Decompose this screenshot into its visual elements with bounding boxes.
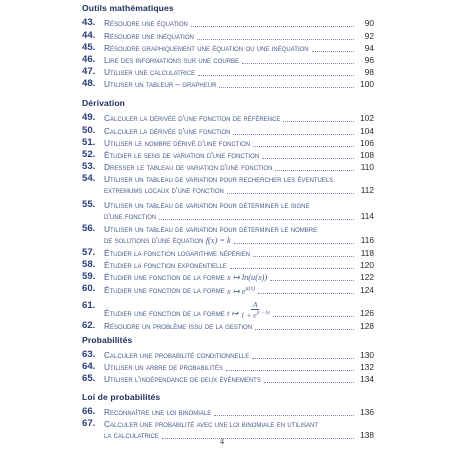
entry-math: x ↦ ln(u(x)) (227, 272, 268, 282)
page-number: 4 (220, 437, 224, 446)
fraction-numerator: A (252, 300, 258, 309)
leader-dots (226, 369, 354, 371)
entry-title: la calculatrice (104, 429, 159, 440)
entry-title: d'une fonction (104, 210, 157, 221)
entry-title: Utiliser un arbre de probabilités (104, 361, 223, 372)
entry-title: Étudier une fonction de la forme (104, 285, 225, 296)
entry-page: 134 (360, 373, 374, 384)
math-base: x ↦ e (227, 286, 246, 296)
section-title-loi: Loi de probabilités (82, 392, 161, 402)
entry-page: 112 (360, 184, 374, 195)
leader-dots (270, 279, 354, 281)
entry-title: Résoudre une équation (104, 17, 188, 28)
toc-entry-56[interactable] (82, 223, 374, 247)
entry-number: 64. (82, 361, 96, 372)
entry-number: 67. (82, 418, 96, 429)
entry-page: 124 (360, 285, 374, 296)
entry-page: 102 (360, 112, 374, 123)
entry-title-line1: Calculer une probabilité avec une loi binomiale en utilisant (104, 418, 319, 429)
entry-page: 130 (360, 349, 374, 360)
toc-entry-55[interactable] (82, 199, 374, 223)
entry-page: 122 (360, 271, 374, 282)
entry-number: 55. (82, 199, 96, 210)
entry-page: 128 (360, 320, 374, 331)
leader-dots (258, 292, 354, 294)
leader-dots (233, 133, 354, 135)
leader-dots (230, 267, 354, 269)
entry-page: 108 (360, 149, 374, 160)
entry-title: Calculer la dérivée d'une fonction de référence (104, 112, 281, 123)
entry-number: 57. (82, 247, 96, 258)
entry-page: 126 (360, 307, 374, 318)
entry-title: Étudier une fonction de la forme (104, 271, 225, 282)
section-title-probabilites: Probabilités (82, 335, 133, 345)
entry-title-line1: Utiliser un tableau de variation pour rechercher les éventuels (104, 173, 334, 184)
leader-dots (242, 62, 354, 64)
entry-title: Utiliser un tableur – grapheur (104, 78, 217, 89)
entry-page: 110 (360, 161, 374, 172)
entry-title: Étudier la fonction logarithme népérien (104, 247, 251, 258)
leader-dots (264, 381, 354, 383)
leader-dots (253, 145, 354, 147)
leader-dots (283, 120, 354, 122)
leader-dots (262, 157, 354, 159)
leader-dots (273, 315, 354, 317)
entry-math (227, 284, 255, 297)
section-title-derivation: Dérivation (82, 98, 126, 108)
entry-number: 59. (82, 271, 96, 282)
entry-page: 104 (360, 125, 374, 136)
entry-page: 98 (364, 66, 374, 77)
entry-title: Résoudre un problème issu de la gestion (104, 320, 253, 331)
entry-number: 45. (82, 42, 96, 53)
leader-dots (198, 74, 354, 76)
entry-number: 48. (82, 78, 96, 89)
entry-title: Résoudre graphiquement une équation ou une inéquation (104, 42, 309, 53)
leader-dots (234, 242, 354, 244)
entry-number: 46. (82, 54, 96, 65)
leader-dots (255, 328, 354, 330)
entry-title: Utiliser le nombre dérivé d'une fonction (104, 137, 251, 148)
entry-title: Étudier une fonction de la forme (104, 307, 225, 318)
entry-page: 136 (360, 406, 374, 417)
entry-page: 92 (364, 30, 374, 41)
entry-number: 49. (82, 112, 96, 123)
entry-number: 65. (82, 373, 96, 384)
entry-title: extremums locaux d'une fonction (104, 184, 224, 195)
math-exponent: u(x) (245, 285, 256, 292)
entry-title: Calculer la dérivée d'une fonction (104, 125, 231, 136)
entry-number: 53. (82, 161, 96, 172)
entry-page: 116 (360, 234, 374, 245)
entry-number: 66. (82, 406, 96, 417)
entry-number: 51. (82, 137, 96, 148)
entry-page: 114 (360, 210, 374, 221)
leader-dots (252, 357, 354, 359)
denominator-base: 1 + e (240, 310, 257, 320)
entry-page: 132 (360, 361, 374, 372)
entry-title: Reconnaître une loi binomiale (104, 406, 212, 417)
entry-number: 61. (82, 300, 96, 311)
entry-page: 106 (360, 137, 374, 148)
leader-dots (253, 255, 354, 257)
entry-number: 60. (82, 283, 96, 294)
entry-number: 58. (82, 259, 96, 270)
fraction-denominator (241, 310, 270, 320)
entry-title: de solutions d'une équation (104, 234, 204, 245)
toc-entry-67[interactable] (82, 418, 374, 442)
entry-number: 56. (82, 223, 96, 234)
leader-dots (227, 192, 354, 194)
leader-dots (197, 38, 354, 40)
entry-page: 90 (364, 17, 374, 28)
entry-title: Lire des informations sur une courbe (104, 54, 240, 65)
entry-title-line1: Utiliser un tableau de variation pour déterminer le signe (104, 199, 310, 210)
entry-title-line1: Utiliser un tableau de variation pour déterminer le nombre (104, 223, 318, 234)
entry-page: 96 (364, 54, 374, 65)
entry-page: 138 (360, 429, 374, 440)
entry-title: Dresser le tableau de variation d'une fonction (104, 161, 273, 172)
entry-math: t ↦ (227, 308, 239, 318)
entry-page: 118 (360, 247, 374, 258)
leader-dots (214, 414, 354, 416)
entry-number: 50. (82, 125, 96, 136)
toc-entry-54[interactable] (82, 173, 374, 197)
entry-title: Calculer une probabilité conditionnelle (104, 349, 250, 360)
entry-title: Étudier la fonction exponentielle (104, 259, 227, 270)
entry-number: 62. (82, 320, 96, 331)
entry-page: 120 (360, 259, 374, 270)
entry-number: 44. (82, 30, 96, 41)
entry-title: Résoudre une inéquation (104, 30, 194, 41)
entry-title: Utiliser une calculatrice (104, 66, 196, 77)
denominator-exponent: (t − b) (256, 311, 270, 316)
section-title-outils: Outils mathématiques (82, 3, 174, 13)
entry-math: f(x) = k (205, 235, 231, 245)
entry-page: 100 (360, 78, 374, 89)
leader-dots (191, 25, 354, 27)
entry-title: Utiliser l'indépendance de deux événements (104, 373, 261, 384)
entry-number: 47. (82, 66, 96, 77)
leader-dots (159, 218, 354, 220)
leader-dots (312, 50, 354, 52)
entry-number: 43. (82, 17, 96, 28)
fraction (241, 301, 270, 320)
entry-title: Étudier le sens de variation d'une fonction (104, 149, 260, 160)
leader-dots (219, 86, 354, 88)
entry-page: 94 (364, 42, 374, 53)
toc-entry-61[interactable] (82, 296, 374, 318)
entry-number: 54. (82, 173, 96, 184)
leader-dots (275, 169, 354, 171)
entry-number: 52. (82, 149, 96, 160)
entry-number: 63. (82, 349, 96, 360)
leader-dots (162, 437, 354, 439)
